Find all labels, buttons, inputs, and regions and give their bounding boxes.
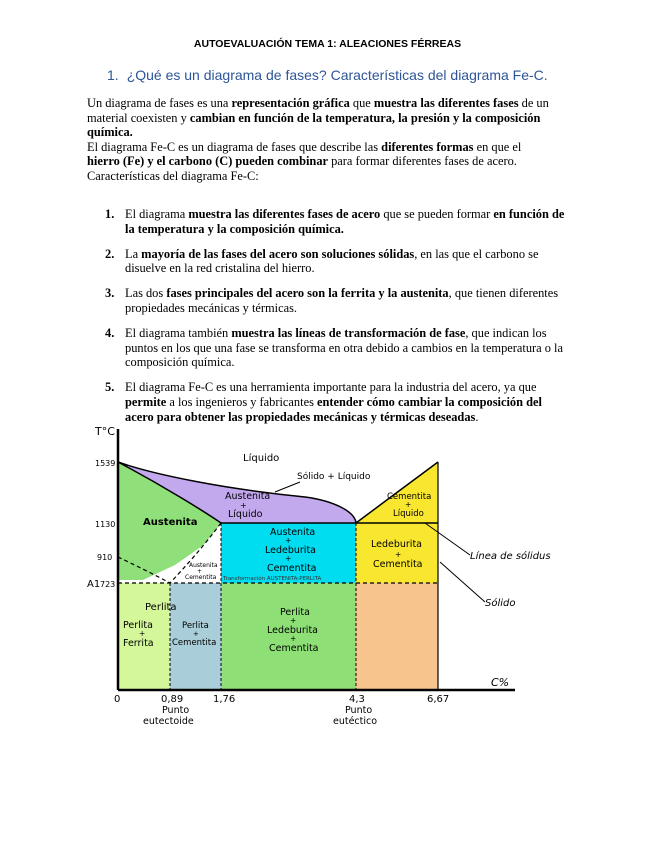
intro-section (87, 96, 557, 184)
list-item-number: 4. (105, 325, 115, 340)
note-eutectico-1: Punto (345, 705, 373, 716)
tick-x-667: 6,67 (427, 694, 450, 705)
callout-solido-line (440, 562, 485, 602)
tick-x-43: 4,3 (349, 694, 365, 705)
list-item-number: 5. (105, 380, 115, 395)
callout-solido: Sólido (485, 598, 516, 609)
list-item (105, 286, 565, 316)
label-austenita: Austenita (143, 517, 198, 528)
page-header: AUTOEVALUACIÓN TEMA 1: ALEACIONES FÉRREAS (193, 38, 462, 50)
label-austenita-liquido-1: Austenita (225, 491, 271, 502)
list-item (105, 326, 565, 370)
tick-x-0: 0 (114, 694, 121, 705)
list-item-number: 2. (105, 246, 115, 261)
label-perlita-led-cem-3: Ledeburita (267, 625, 318, 636)
question-title (107, 67, 548, 83)
label-perlita-ferrita-3: Ferrita (123, 638, 154, 649)
label-aus-led-cem-5: Cementita (267, 563, 317, 574)
label-perlita-cementita-3: Cementita (172, 638, 217, 648)
label-perlita-led-cem-5: Cementita (269, 643, 319, 654)
label-led-cem-2: + (395, 550, 402, 559)
label-perlita-cementita-1: Perlita (182, 621, 209, 631)
region-peach (356, 583, 438, 690)
label-perlita-ferrita-1: Perlita (123, 620, 153, 631)
list-item-text: El diagrama también muestra las líneas de transformación de fase, que indican los puntos en los que una fase se transforma en otra debido a cambios en la temperatura o la composición química. (125, 325, 563, 370)
label-aus-led-cem-4: + (285, 554, 292, 563)
tick-x-089: 0,89 (161, 694, 184, 705)
label-led-cem-3: Cementita (373, 559, 423, 570)
note-eutectico-2: eutéctico (333, 716, 378, 727)
tick-910: 910 (97, 553, 113, 562)
label-aus-cem-small-3: Cementita (185, 574, 217, 581)
label-led-cem-1: Ledeburita (371, 539, 422, 550)
list-item-number: 3. (105, 286, 115, 301)
label-aus-led-cem-1: Austenita (270, 527, 316, 538)
label-perlita-led-cem-1: Perlita (280, 607, 310, 618)
label-perlita-cementita-2: + (193, 630, 199, 638)
intro-paragraph-2: El diagrama Fe-C es un diagrama de fases que describe las diferentes formas en que el hierro (Fe) y el carbono (C) pueden combinar para formar diferentes fases de acero. (87, 139, 522, 169)
y-axis-label: T°C (95, 425, 115, 438)
label-cementita-liquido-1: Cementita (387, 492, 432, 502)
label-austenita-liquido-3: Líquido (228, 509, 263, 520)
question-number: 1. (107, 67, 119, 83)
label-aus-led-cem-3: Ledeburita (265, 545, 316, 556)
list-item (105, 247, 565, 277)
list-item (105, 207, 565, 237)
intro-paragraph-1: Un diagrama de fases es una representación gráfica que muestra las diferentes fases de un material coexisten y cambian en función de la temperatura, la presión y la composición química. (87, 96, 549, 140)
tick-1539: 1539 (95, 459, 116, 468)
label-perlita-led-cem-2: + (290, 616, 297, 625)
label-cementita-liquido-2: + (405, 500, 412, 509)
question-text: ¿Qué es un diagrama de fases? Características del diagrama Fe-C. (126, 67, 548, 83)
label-liquido: Líquido (243, 453, 280, 464)
label-austenita-liquido-2: + (240, 501, 247, 510)
label-aus-cem-small-2: + (197, 568, 203, 575)
characteristics-list (105, 207, 565, 435)
note-eutectoide-1: Punto (162, 705, 190, 716)
tick-1130: 1130 (95, 520, 116, 529)
list-item-text: El diagrama muestra las diferentes fases de acero que se pueden formar en función de la temperatura y la composición química. (125, 207, 565, 236)
callout-linea-solidus: Línea de sólidus (470, 551, 551, 562)
label-cementita-liquido-3: Líquido (393, 509, 424, 519)
tick-723: 723 (100, 580, 116, 589)
label-perlita-ferrita-2: + (139, 629, 146, 638)
label-aus-cem-small-1: Austenita (189, 562, 218, 569)
label-perlita: Perlita (145, 602, 177, 613)
label-solido-liquido: Sólido + Líquido (297, 472, 371, 482)
list-item-text: Las dos fases principales del acero son la ferrita y la austenita, que tienen diferentes propiedades mecánicas y térmicas. (125, 286, 559, 315)
fe-c-phase-diagram (85, 417, 575, 729)
note-eutectoide-2: eutectoide (143, 716, 194, 727)
region-perlita-ledeburita-cementita (221, 583, 356, 690)
list-item-number: 1. (105, 207, 115, 221)
callout-solido-liquido-line (275, 482, 300, 492)
label-transformacion: Transformación AUSTENITA-PERLITA (223, 576, 322, 582)
list-item-text: El diagrama Fe-C es una herramienta importante para la industria del acero, ya que permite a los ingenieros y fabricantes entender cómo cambiar la composición del acero para obtener las propiedades mecánicas y térmicas deseadas. (125, 380, 542, 424)
tick-a1: A1 (87, 579, 101, 590)
label-aus-led-cem-2: + (285, 536, 292, 545)
intro-paragraph-3: Características del diagrama Fe-C: (87, 168, 259, 183)
label-perlita-led-cem-4: + (290, 634, 297, 643)
list-item-text: La mayoría de las fases del acero son soluciones sólidas, en las que el carbono se disuelve en la red cristalina del hierro. (125, 246, 539, 276)
x-axis-label: C% (491, 676, 510, 689)
tick-x-176: 1,76 (213, 694, 236, 705)
